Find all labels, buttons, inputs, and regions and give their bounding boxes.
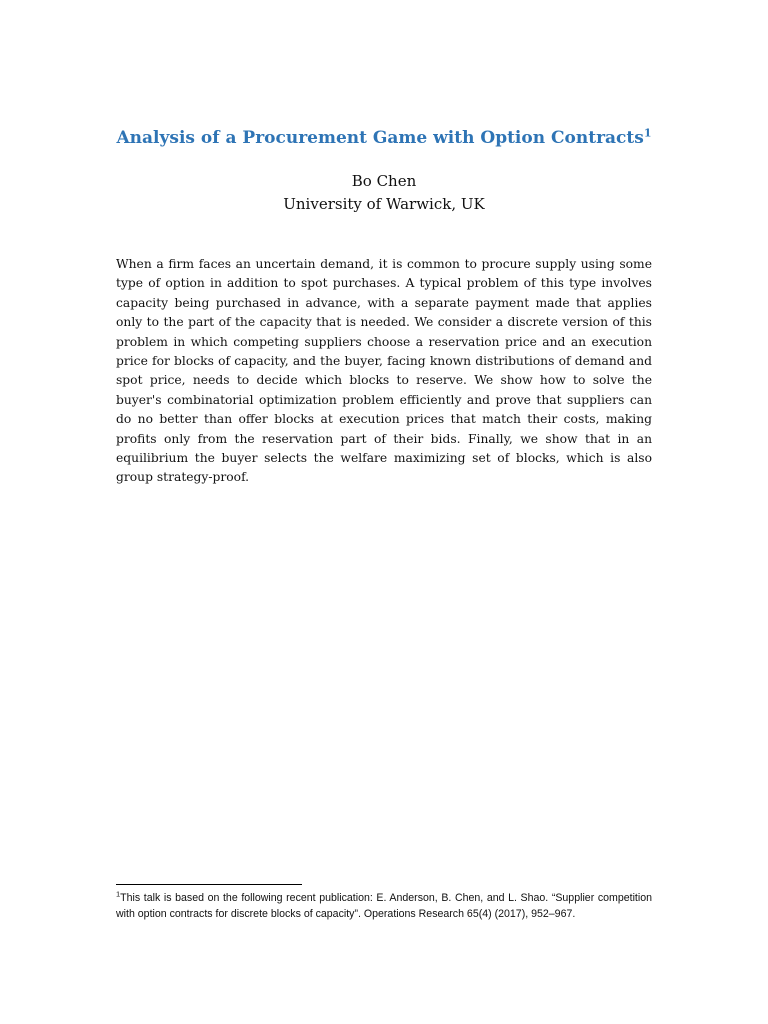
author-block (0, 170, 768, 216)
title-footnote-mark: 1 (643, 126, 652, 140)
footnote-text: This talk is based on the following recent publication: E. Anderson, B. Chen, and L. Shao. “Supplier competition with option contracts for discrete blocks of capacity”. Operations Research 65(4) (2017), 952–967. (116, 892, 652, 920)
abstract-paragraph: When a firm faces an uncertain demand, it is common to procure supply using some type of option in addition to spot purchases. A typical problem of this type involves capacity being purchased in advance, with a separate payment made that applies only to the part of the capacity that is needed. We consider a discrete version of this problem in which competing suppliers choose a reservation price and an execution price for blocks of capacity, and the buyer, facing known distributions of demand and spot price, needs to decide which blocks to reserve. We show how to solve the buyer's combinatorial optimization problem efficiently and prove that suppliers can do no better than offer blocks at execution prices that match their costs, making profits only from the reservation part of their bids. Finally, we show that in an equilibrium the buyer selects the welfare maximizing set of blocks, which is also group strategy-proof. (116, 257, 652, 485)
document-title (0, 128, 768, 148)
title-text: Analysis of a Procurement Game with Option Contracts (116, 128, 644, 148)
footnote-mark: 1 (116, 889, 121, 899)
footnote-divider (116, 884, 302, 885)
author-name: Bo Chen (351, 172, 417, 190)
author-affiliation: University of Warwick, UK (283, 195, 485, 213)
footnote (116, 891, 652, 922)
